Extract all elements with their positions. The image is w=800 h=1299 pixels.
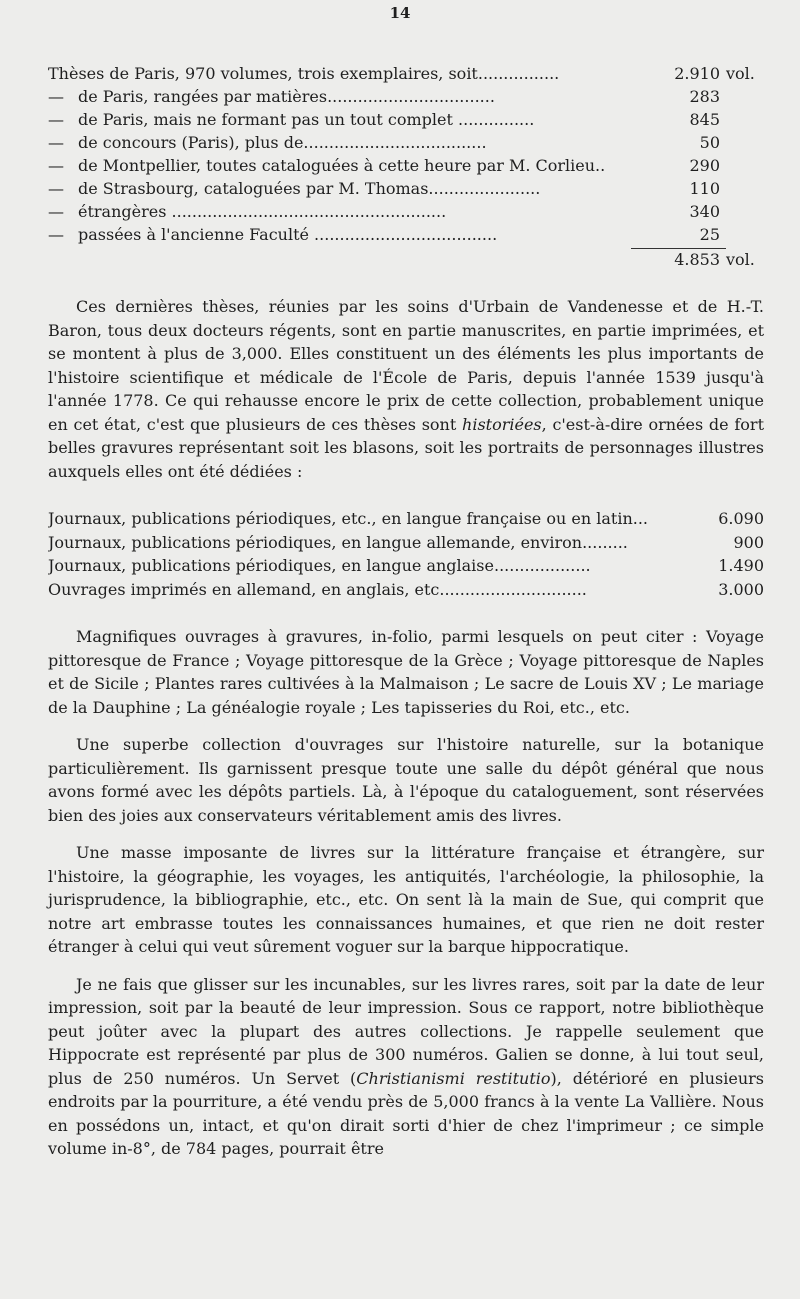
row-dash: —	[48, 179, 64, 198]
table-row	[48, 177, 764, 200]
row-label: étrangères ......................................................	[78, 202, 447, 221]
total-unit: vol.	[726, 250, 755, 269]
text-span: Je ne fais que glisser sur les incunables, sur les livres rares, soit par la date de leur impression, soit par la beauté de leur impression. Sous ce rapport, notre bibliothèque peut joûter avec la plupart des autres collections. Je rappelle seulement que Hippocrate est représenté par plus de 300 numéros. Galien se donne, à lui tout seul, plus de 250 numéros. Un Servet (	[48, 974, 764, 1088]
row-value: 290	[689, 156, 720, 175]
row-value: 900	[733, 532, 764, 552]
row-dash: —	[48, 110, 64, 129]
row-value: 2.910	[674, 64, 720, 83]
row-dash: —	[48, 87, 64, 106]
table-row	[48, 223, 764, 246]
row-value: 3.000	[718, 579, 764, 599]
row-label: Ouvrages imprimés en allemand, en anglais, etc.............................	[48, 579, 587, 599]
row-unit: vol.	[726, 64, 755, 83]
row-value: 6.090	[718, 509, 764, 528]
row-label: Thèses de Paris, 970 volumes, trois exemplaires, soit................	[48, 64, 560, 83]
row-label: de Strasbourg, cataloguées par M. Thomas......................	[78, 179, 541, 198]
row-label: de Paris, rangées par matières.................................	[78, 87, 495, 106]
paragraph: Une superbe collection d'ouvrages sur l'histoire naturelle, sur la botanique particulièrement. Ils garnissent presque toute une salle du dépôt général que nous avons formé avec les dépôts partiels. Là, à l'époque du cataloguement, sont réservées bien des joies aux conservateurs véritablement amis des livres.	[48, 735, 764, 825]
row-label: de concours (Paris), plus de....................................	[78, 133, 487, 152]
theses-table	[48, 62, 764, 271]
row-label: de Montpellier, toutes cataloguées à cette heure par M. Corlieu..	[78, 156, 606, 175]
table-row	[48, 131, 764, 154]
italic-text: Christianismi restitutio	[356, 1068, 551, 1088]
row-dash: —	[48, 133, 64, 152]
table-row	[48, 200, 764, 223]
row-dash: —	[48, 202, 64, 221]
table-row	[48, 108, 764, 131]
paragraph: Magnifiques ouvrages à gravures, in-folio, parmi lesquels on peut citer : Voyage pittoresque de France ; Voyage pittoresque de la Grèce ; Voyage pittoresque de Naples et de Sicile ; Plantes rares cultivées à la Malmaison ; Le sacre de Louis XV ; Le mariage de la Dauphine ; La généalogie royale ; Les tapisseries du Roi, etc., etc.	[48, 627, 764, 717]
row-label: passées à l'ancienne Faculté ....................................	[78, 225, 498, 244]
table-row	[48, 62, 764, 85]
paragraph: Une masse imposante de livres sur la littérature française et étrangère, sur l'histoire, la géographie, les voyages, les antiquités, l'archéologie, la philosophie, la jurisprudence, la bibliographie, etc., etc. On sent là la main de Sue, qui comprit que notre art embrasse toutes les connaissances humaines, et que rien ne doit rester étranger à celui qui veut sûrement voguer sur la barque hippocratique.	[48, 843, 764, 956]
page-number: 14	[389, 4, 411, 22]
table-row	[48, 507, 764, 531]
text-span: Ces dernières thèses, réunies par les soins d'Urbain de Vandenesse et de H.-T. Baron, tous deux docteurs régents, sont en partie manuscrites, en partie imprimées, et se montent à plus de 3,000. Elles constituent un des éléments les plus importants de l'histoire scientifique et médicale de l'École de Paris, depuis l'année 1539 jusqu'à l'année 1778. Ce qui rehausse encore le prix de cette collection, probablement unique en cet état, c'est que plusieurs de ces thèses sont	[48, 297, 764, 434]
row-value: 340	[689, 202, 720, 221]
paragraph	[48, 973, 764, 1161]
italic-text: historiées	[462, 414, 542, 434]
row-value: 50	[699, 133, 720, 152]
total-value: 4.853	[674, 250, 720, 269]
text-span: , c'est-à-dire ornées de fort belles gravures représentant soit les blasons, soit les portraits de personnages illustres auxquels elles ont été dédiées :	[48, 414, 765, 481]
row-value: 1.490	[718, 556, 764, 575]
row-dash: —	[48, 156, 64, 175]
row-dash: —	[48, 225, 64, 244]
total-row	[48, 249, 764, 271]
row-label: Journaux, publications périodiques, en langue allemande, environ.........	[48, 532, 628, 552]
table-row	[48, 578, 764, 602]
row-value: 283	[689, 87, 720, 106]
page-content	[48, 62, 764, 1161]
row-label: Journaux, publications périodiques, en langue anglaise...................	[48, 556, 591, 575]
paragraph	[48, 295, 764, 483]
table-row	[48, 531, 764, 555]
row-value: 845	[689, 110, 720, 129]
row-label: Journaux, publications périodiques, etc., en langue française ou en latin...	[48, 509, 648, 528]
row-value: 110	[689, 179, 720, 198]
text-span: ), détérioré en plusieurs endroits par la pourriture, a été vendu près de 5,000 francs à la vente La Vallière. Nous en possédons un, intact, et qu'on dirait sorti d'hier de chez l'imprimeur ; ce simple volume in-8°, de 784 pages, pourrait être	[48, 1068, 764, 1158]
table-row	[48, 554, 764, 578]
table-row	[48, 85, 764, 108]
row-value: 25	[699, 225, 720, 244]
row-label: de Paris, mais ne formant pas un tout complet ...............	[78, 110, 535, 129]
journals-table	[48, 507, 764, 601]
table-row	[48, 154, 764, 177]
